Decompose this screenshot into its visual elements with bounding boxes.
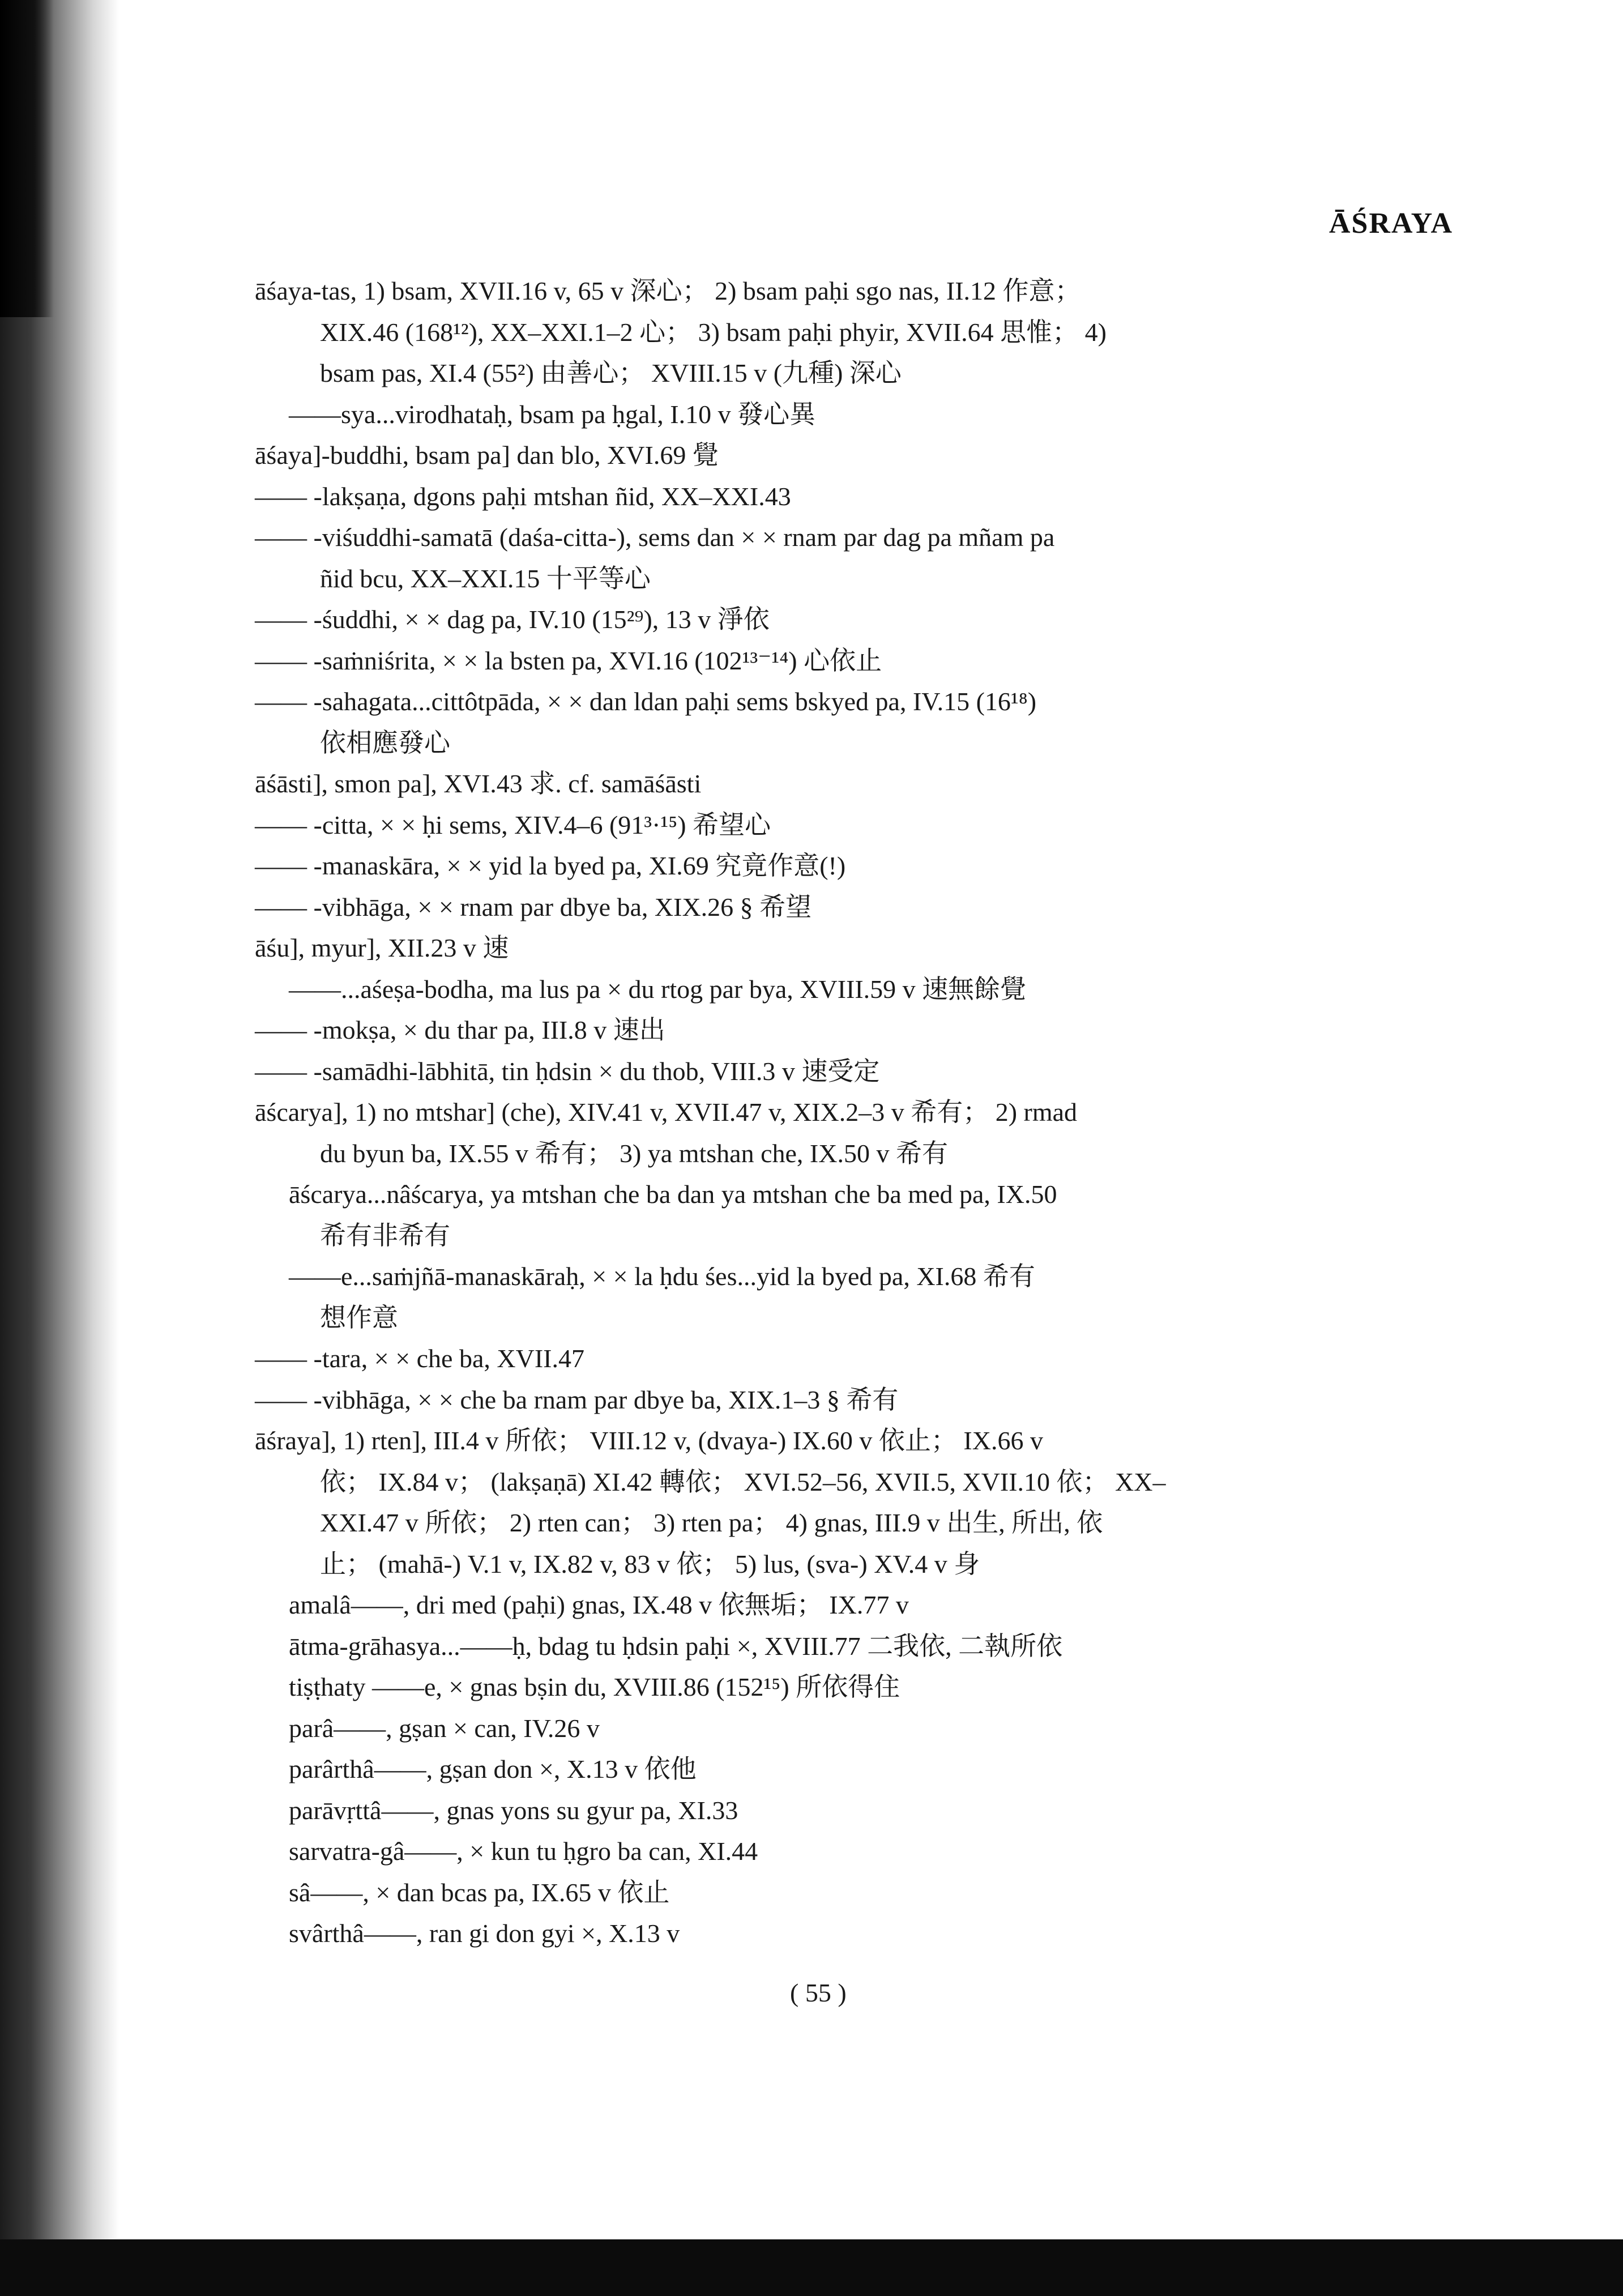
entry-line: āśu], myur], XII.23 v 速 bbox=[255, 933, 509, 962]
entry-line: svârthâ——, ran gi don gyi ×, X.13 v bbox=[289, 1919, 680, 1948]
entry-line: āśāsti], smon pa], XVI.43 求. cf. samāśāsti bbox=[255, 769, 702, 798]
entry-line: ——...aśeṣa-bodha, ma lus pa × du rtog par bya, XVIII.59 v 速無餘覺 bbox=[289, 974, 1027, 1004]
binding-shadow-dark bbox=[0, 0, 54, 317]
entry-line: —— -samādhi-lābhitā, tin ḥdsin × du thob, VIII.3 v 速受定 bbox=[255, 1056, 880, 1086]
entry-line: —— -citta, × × ḥi sems, XIV.4–6 (91³·¹⁵) 希望心 bbox=[255, 810, 771, 839]
entry-line: —— -vibhāga, × × rnam par dbye ba, XIX.26 § 希望 bbox=[255, 892, 812, 921]
entry-line: sâ——, × dan bcas pa, IX.65 v 依止 bbox=[289, 1877, 670, 1907]
running-head: ĀŚRAYA bbox=[1329, 207, 1453, 240]
entry-line: ——sya...virodhataḥ, bsam pa ḥgal, I.10 v 發心異 bbox=[289, 399, 816, 429]
entry-line: āścarya], 1) no mtshar] (che), XIV.41 v, XVII.47 v, XIX.2–3 v 希有； 2) rmad bbox=[255, 1098, 1078, 1126]
dictionary-entries bbox=[255, 271, 1387, 1954]
entry-line: 想作意 bbox=[320, 1303, 398, 1332]
scan-bottom-edge bbox=[0, 2239, 1623, 2296]
entry-line: sarvatra-gâ——, × kun tu ḥgro ba can, XI.44 bbox=[289, 1837, 758, 1866]
entry-line: XIX.46 (168¹²), XX–XXI.1–2 心； 3) bsam paḥi phyir, XVII.64 思惟； 4) bbox=[320, 317, 1107, 347]
entry-line: —— -viśuddhi-samatā (daśa-citta-), sems dan × × rnam par dag pa mñam pa bbox=[255, 523, 1055, 552]
entry-line: 依； IX.84 v； (lakṣaṇā) XI.42 轉依； XVI.52–56, XVII.5, XVII.10 依； XX– bbox=[320, 1467, 1166, 1496]
entry-line: —— -lakṣaṇa, dgons paḥi mtshan ñid, XX–XXI.43 bbox=[255, 481, 791, 511]
entry-line: du byun ba, IX.55 v 希有； 3) ya mtshan che, IX.50 v 希有 bbox=[320, 1138, 948, 1168]
entry-line: āśaya-tas, 1) bsam, XVII.16 v, 65 v 深心； 2) bsam paḥi sgo nas, II.12 作意； bbox=[255, 276, 1081, 305]
entry-line: —— -śuddhi, × × dag pa, IV.10 (15²⁹), 13 v 淨依 bbox=[255, 605, 770, 634]
page-number: ( 55 ) bbox=[790, 1978, 847, 2007]
entry-line: ——e...saṁjñā-manaskāraḥ, × × la ḥdu śes...yid la byed pa, XI.68 希有 bbox=[289, 1262, 1035, 1291]
entry-line: —— -saṁniśrita, × × la bsten pa, XVI.16 (102¹³⁻¹⁴) 心依止 bbox=[255, 646, 882, 675]
entry-line: ñid bcu, XX–XXI.15 十平等心 bbox=[320, 564, 651, 593]
entry-line: parâ——, gṣan × can, IV.26 v bbox=[289, 1713, 600, 1743]
entry-line: —— -vibhāga, × × che ba rnam par dbye ba, XIX.1–3 § 希有 bbox=[255, 1385, 899, 1414]
entry-line: XXI.47 v 所依； 2) rten can； 3) rten pa； 4) gnas, III.9 v 出生, 所出, 依 bbox=[320, 1508, 1103, 1537]
entry-line: —— -sahagata...cittôtpāda, × × dan ldan paḥi sems bskyed pa, IV.15 (16¹⁸) bbox=[255, 687, 1037, 716]
entry-line: amalâ——, dri med (paḥi) gnas, IX.48 v 依無垢； IX.77 v bbox=[289, 1590, 909, 1619]
entry-line: 依相應發心 bbox=[320, 728, 450, 757]
entry-line: 希有非希有 bbox=[320, 1220, 450, 1250]
entry-line: parāvṛttâ——, gnas yons su gyur pa, XI.33 bbox=[289, 1795, 738, 1825]
entry-line: bsam pas, XI.4 (55²) 由善心； XVIII.15 v (九種) 深心 bbox=[320, 359, 902, 387]
entry-line: ātma-grāhasya...——ḥ, bdag tu ḥdsin paḥi ×, XVIII.77 二我依, 二執所依 bbox=[289, 1631, 1063, 1661]
entry-line: āśraya], 1) rten], III.4 v 所依； VIII.12 v, (dvaya-) IX.60 v 依止； IX.66 v bbox=[255, 1426, 1043, 1455]
entry-line: āścarya...nâścarya, ya mtshan che ba dan ya mtshan che ba med pa, IX.50 bbox=[289, 1180, 1057, 1209]
binding-shadow bbox=[0, 0, 119, 2296]
entry-line: āśaya]-buddhi, bsam pa] dan blo, XVI.69 覺 bbox=[255, 441, 719, 470]
entry-line: —— -manaskāra, × × yid la byed pa, XI.69 究竟作意(!) bbox=[255, 851, 846, 880]
entry-line: tiṣṭhaty ——e, × gnas bṣin du, XVIII.86 (152¹⁵) 所依得住 bbox=[289, 1672, 900, 1701]
entry-line: —— -mokṣa, × du thar pa, III.8 v 速出 bbox=[255, 1015, 665, 1044]
entry-line: parârthâ——, gṣan don ×, X.13 v 依他 bbox=[289, 1755, 697, 1783]
entry-line: —— -tara, × × che ba, XVII.47 bbox=[255, 1344, 584, 1373]
entry-line: 止； (mahā-) V.1 v, IX.82 v, 83 v 依； 5) lus, (sva-) XV.4 v 身 bbox=[320, 1549, 980, 1578]
